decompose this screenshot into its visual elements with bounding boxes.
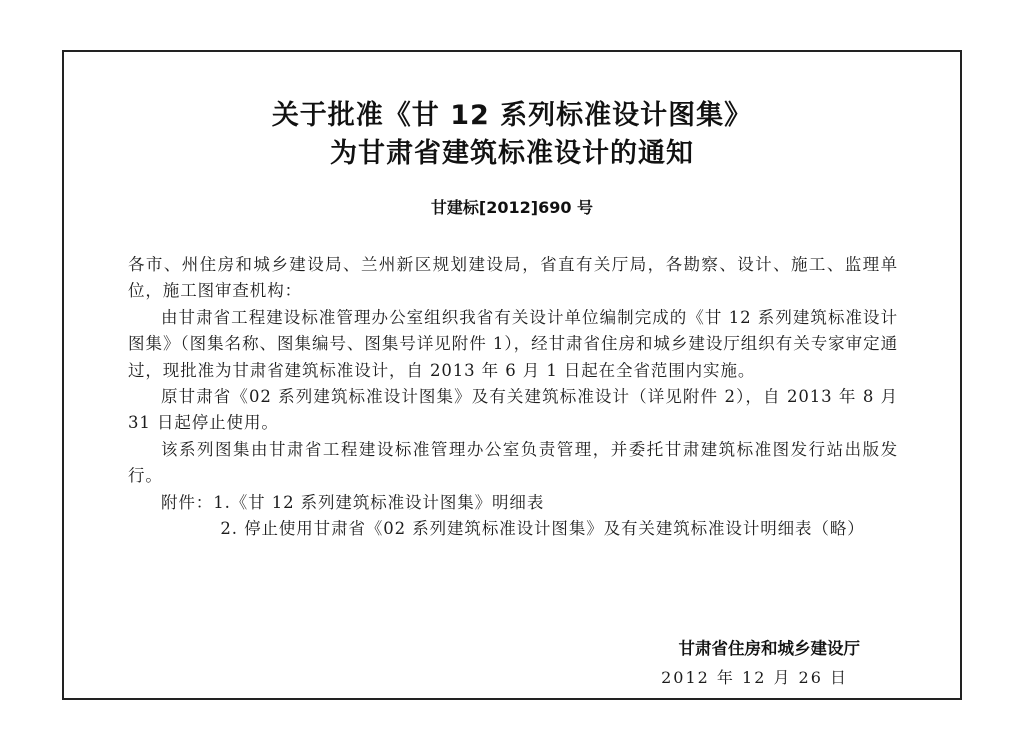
document-number: 甘建标[2012]690 号 xyxy=(430,198,594,217)
attachment-item-1: 附件：1.《甘 12 系列建筑标准设计图集》明细表 xyxy=(161,492,545,512)
paragraph-discontinue: 原甘肃省《02 系列建筑标准设计图集》及有关建筑标准设计（详见附件 2），自 2013 年 8 月 31 日起停止使用。 xyxy=(128,387,898,433)
paragraph-management: 该系列图集由甘肃省工程建设标准管理办公室负责管理，并委托甘肃建筑标准图发行站出版发行。 xyxy=(128,439,898,486)
salutation: 各市、州住房和城乡建设局、兰州新区规划建设局，省直有关厅局，各勘察、设计、施工、监理单位，施工图审查机构： xyxy=(128,255,898,301)
document-title-line-1: 关于批准《甘 12 系列标准设计图集》 xyxy=(271,100,753,131)
document-body xyxy=(128,252,898,542)
issue-date: 2012 年 12 月 26 日 xyxy=(661,668,848,687)
issuing-authority: 甘肃省住房和城乡建设厅 xyxy=(678,639,860,658)
document-title-line-2: 为甘肃省建筑标准设计的通知 xyxy=(330,138,694,169)
attachment-item-2: 2. 停止使用甘肃省《02 系列建筑标准设计图集》及有关建筑标准设计明细表（略） xyxy=(220,519,865,539)
document-frame xyxy=(62,50,962,700)
paragraph-approval: 由甘肃省工程建设标准管理办公室组织我省有关设计单位编制完成的《甘 12 系列建筑标准设计图集》（图集名称、图集编号、图集号详见附件 1），经甘肃省住房和城乡建设厅组织有关专家审定通过，现批准为甘肃省建筑标准设计，自 2013 年 6 月 1 日起在全省范围内实施。 xyxy=(128,307,898,380)
